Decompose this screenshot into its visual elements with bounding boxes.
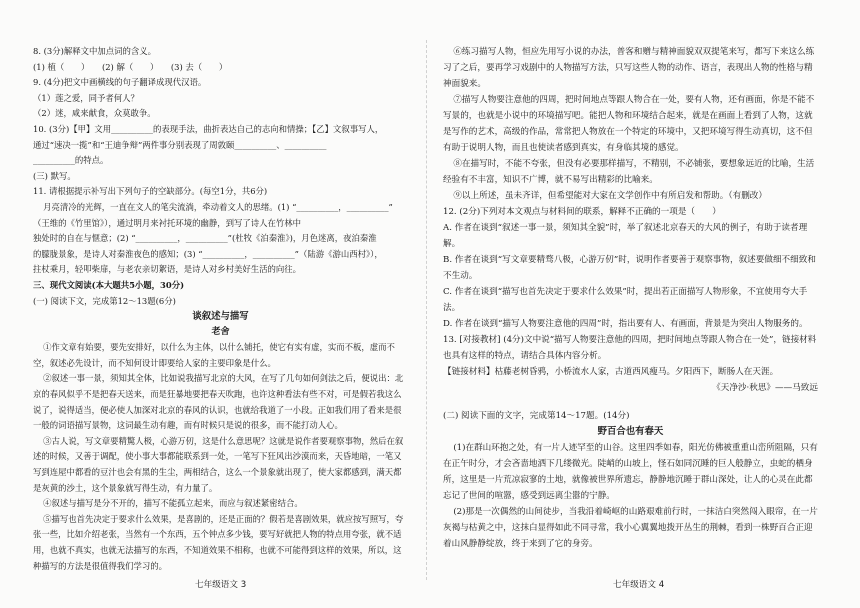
left-paragraph: ③古人说，写文章要精驚人极，心游万仞，这是什么意思呢？这就是说作者要观察事物，然后在叙述的时候，又善于调配，使小事大事都能联系到一处，一笔写下狂风出沙漠而来，天昏地暗，一笔又写到连屋中都看的豆汁也会有黑的生尘，两相结合，这么一个景象就出现了，使大家都感到，满天都是灰黄的沙土，这个景象就写得生动，有力量了。 (33, 435, 404, 493)
right-paragraph: D. 作者在谈到“描写人物要注意他的四周”时，指出要有人、有画面，背景是为突出人物服务的。 (443, 319, 808, 329)
left-paragraph: 老舍 (211, 326, 230, 337)
left-paragraph: 8. (3分)解释文中加点词的含义。 (33, 46, 157, 56)
left-column (33, 44, 408, 574)
right-paragraph: ⑦描写人物要注意他的四周，把时间地点等跟人物合在一处，要有人物，还有画面，你是不能不写景的，也就是小说中的环境描写吧。能把人物和环境结合起来，就是在画面上看到了人物，这就是写作的艺术，高级的作品，常常把人物放在一个特定的环境中，又把环境写得生动真切，这不但有助于说明人物，而且也使读者感到真实，有身临其境的感觉。 (443, 95, 815, 153)
left-paragraph: ①作文章有始要，要先安排好，以什么为主体，以什么铺托，使它有实有虚，实而不板，虚而不空，叙述必先设计，而不知何设计即要给人家的主要印象是什么。 (33, 342, 395, 368)
left-paragraph: 10. (3分)【甲】文用__________的表现手法，曲折表达自己的志向和情操；【乙】文叙事写人， (33, 123, 384, 134)
right-paragraph: (1)在群山环抱之处，有一片人迹罕至的山谷。这里四季如春，阳光仿佛被重重山峦所阻隔，只有在正午时分，才会吝啬地洒下几缕微光。陡峭的山坡上，怪石如同沉睡的巨人般静立，虫蛇的栖身所，这里是一片荒凉寂寥的土地，就像被世界所遗忘，静静地沉睡于群山深处，让人的心灵在此都忘记了世间的喧嚣，感受到远离尘嚣的宁静。 (443, 443, 818, 501)
left-paragraph: __________的特点。 (33, 155, 109, 166)
left-paragraph: ②叙述一事一景，须知其全体，比如说我描写北京的大风，在写了几句如何剑法之后，便说出：北京的春风似乎不是把春天送来，而是狂暴地要把春天吹跑，也许这种看法有些不对，可是假若我这么说了，说得适当，便必使人加深对北京的春风的认识，也就给我道了一小段。正如我们用了看来是很一般的词语描写景物，这词最生动有趣，而有时候只是说的很多，而不能打动人心。 (33, 373, 404, 431)
left-paragraph: 9. (4分)把文中画横线的句子翻译成现代汉语。 (33, 77, 207, 88)
left-paragraph: 独处时的自在与惬意；(2) “__________，__________”(杜牧《泊秦淮》)，月色迷离，夜泊秦淮 (33, 233, 377, 244)
right-paragraph: C. 作者在谈到“描写也首先决定于要求什么效果”时，提出若正面描写人物形象，不宜使用夸大手法。 (443, 287, 808, 313)
right-paragraph: 12. (2分)下列对本文观点与材料间的联系，解释不正确的一项是（ ） (443, 207, 721, 217)
right-paragraph: B. 作者在谈到“写文章要精骛八极，心游万仞”时，说明作者要善于观察事物，叙述要做细不细致和不生动。 (443, 255, 816, 281)
left-paragraph: 月亮清冷的光辉，一直在文人的笔尖流淌，牵动着文人的思绪。(1) “__________，__________” (43, 201, 393, 212)
left-paragraph: （2）迷，咸来献食，众莫敢争。 (33, 108, 156, 119)
left-paragraph: （1）莲之爱，同予者何人？ (33, 92, 139, 103)
right-paragraph: (2)那是一次偶然的山间徒步，当我沿着崎岖的山路艰难前行时，一抹洁白突然闯入眼帘，在一片灰褐与枯黄之中，这抹白显得如此不同寻常，我小心翼翼地拨开丛生的荆棘，看到一株野百合正迎着山风静静绽放，终于来到了它的身旁。 (443, 507, 818, 549)
left-paragraph: 谈叙述与描写 (192, 311, 249, 323)
right-paragraph: 13. [对接教材] (4分)文中说“描写人物要注意他的四周，把时间地点等跟人物合在一处”，链接材料也具有这样的特点，请结合具体内容分析。 (443, 335, 817, 361)
page-footer-right: 七年级语文 4 (613, 580, 665, 590)
right-paragraph: A. 作者在谈到“叙述一事一景，须知其全貌”时，举了叙述北京春天的大风的例子，有助于读者理解。 (443, 223, 808, 249)
left-paragraph: 的朦胧景象，是诗人对秦淮夜色的感知；(3) “__________，__________”（陆游《游山西村》）， (33, 248, 383, 259)
page-divider (426, 40, 427, 580)
left-paragraph: 11. 请根据提示补写出下列句子的空缺部分。(每空1分，共6分) (33, 186, 268, 197)
left-paragraph: 通过“速决一揽”和“王迪争辩”两件事分别表现了周敦颐__________、__________ (33, 139, 327, 150)
right-paragraph: (二) 阅读下面的文字，完成第14～17题。(14分) (443, 411, 630, 421)
left-paragraph: (1) 植（ ） (2) 解（ ） (3) 去（ ） (33, 61, 228, 72)
right-paragraph: 《天净沙·秋思》——马致远 (712, 383, 818, 393)
right-paragraph (443, 396, 818, 408)
left-paragraph: (一) 阅读下文，完成第12～13题(6分) (33, 295, 176, 306)
left-paragraph: ④叙述与描写是分不开的，描写不能孤立起来，而应与叙述紧密结合。 (43, 498, 303, 509)
right-paragraph: ⑧在描写时，不能不夸张，但没有必要那样描写，不精别，不必铺张，要想象远近的比喻，生活经验有不丰富，知识不广博，就不易写出精彩的比喻来。 (443, 159, 815, 185)
right-paragraph: 野百合也有春天 (597, 426, 664, 437)
left-paragraph: 拄杖乘月，轻叩柴扉，与老农亲切絮语，是诗人对乡村美好生活的向往。 (33, 264, 301, 275)
left-paragraph: （王维的《竹里馆》），通过明月来衬托环境的幽静，到写了诗人在竹林中 (33, 217, 301, 228)
left-paragraph: 三、现代文阅读(本大题共5小题，30分) (33, 279, 185, 290)
left-paragraph: ⑤描写也首先决定于要求什么效果，是喜剧的，还是正面的？假若是喜剧效果，就应按写照写，夸张一些，比如介绍老张，当然有一个东西，五个钟点多少钱，要写好就把人物的特点用夸张，就不适用，也就不真实，也就无法描写的东西，不知道效果不相称，也就不可能得到这样的效果，所以，这种描写的方法是很值得我们学习的。 (33, 513, 404, 571)
right-paragraph: ⑥练习描写人物，恒应先用写小说的办法，普客和赠与精神面貌双双提笔来写，都写下来这么练习了之后，要再学习戏剧中的人物描写方法，只写这些人物的动作、语言，表现出人物的性格与精神面貌来。 (443, 47, 815, 89)
page-footer-left: 七年级语文 3 (195, 580, 247, 590)
right-column (443, 44, 818, 552)
left-paragraph: (三) 默写。 (33, 170, 76, 181)
right-paragraph: ⑨以上所述，虽未齐详，但希望能对大家在文学创作中有所启发和帮助。（有删改） (453, 191, 767, 201)
right-paragraph: 【链接材料】枯藤老树昏鸦，小桥流水人家，古道西风瘦马。夕阳西下，断肠人在天涯。 (443, 367, 779, 377)
